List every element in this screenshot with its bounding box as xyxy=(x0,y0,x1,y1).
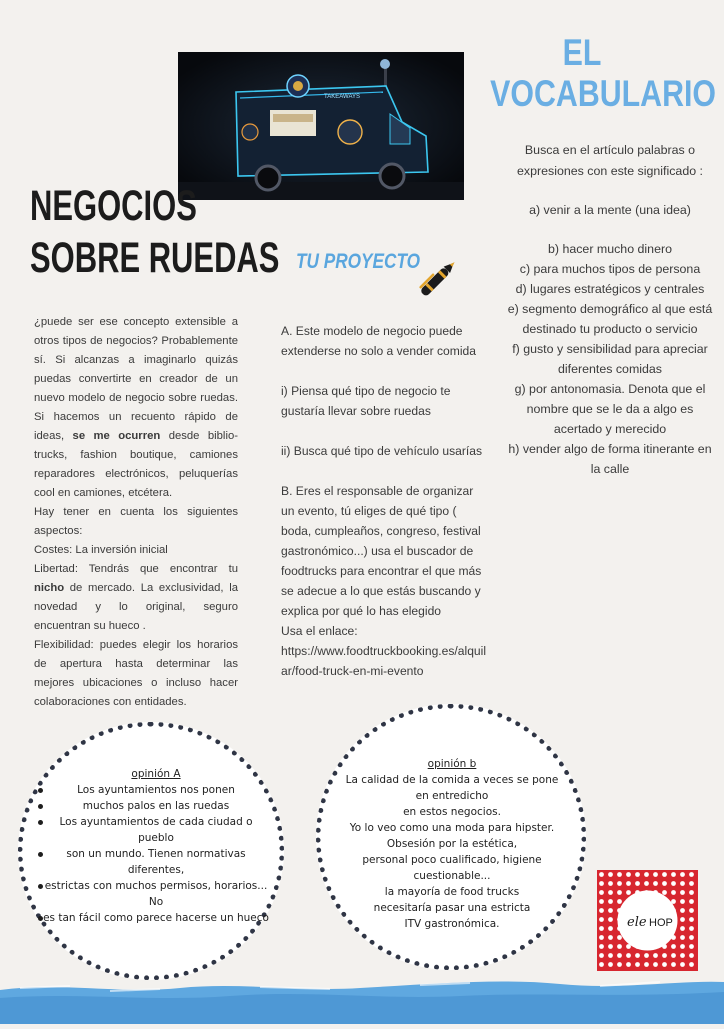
task-ii: ii) Busca qué tipo de vehículo usarías xyxy=(281,444,483,458)
article-paragraph: Libertad: Tendrás que encontrar tu nicho de mercado. La exclusividad, la novedad y lo original, seguro encuentran su hueco . xyxy=(34,563,238,632)
highlighted-expression: nicho xyxy=(34,582,65,594)
opinion-b-line: La calidad de la comida a veces se pone xyxy=(345,774,559,786)
opinion-b-line: Obsesión por la estética, xyxy=(386,838,518,850)
vocabulary-list xyxy=(502,200,718,479)
project-instructions xyxy=(281,321,487,681)
opinion-a xyxy=(40,766,272,926)
article-paragraph: Hay tener en cuenta los siguientes aspectos: xyxy=(34,506,238,537)
opinion-a-line: es tan fácil como parece hacerse un hueco xyxy=(40,910,272,926)
pen-icon xyxy=(412,252,464,304)
page-title: NEGOCIOS SOBRE RUEDAS xyxy=(30,182,280,282)
opinion-b-line: Yo lo veo como una moda para hipster. xyxy=(349,822,555,834)
logo-text-hop: HOP xyxy=(649,917,673,929)
opinion-a-line: Los ayuntamientos de cada ciudad o pueblo xyxy=(40,814,272,846)
task-i: i) Piensa qué tipo de negocio te gustaría llevar sobre ruedas xyxy=(281,384,451,418)
article-paragraph: Costes: La inversión inicial xyxy=(34,544,168,556)
link-label: Usa el enlace: xyxy=(281,624,358,638)
opinion-b-line: necesitaría pasar una estricta xyxy=(373,902,531,914)
logo-text-ele: ele xyxy=(627,915,647,930)
opinion-b-line: personal poco cualificado, higiene cuestionable... xyxy=(362,854,542,882)
vocabulary-item: d) lugares estratégicos y centrales xyxy=(515,282,705,296)
opinion-b-line: ITV gastronómica. xyxy=(404,918,500,930)
opinion-a-line: Los ayuntamientos nos ponen xyxy=(40,782,272,798)
article-paragraph: ¿puede ser ese concepto extensible a otros tipos de negocios? Probablemente sí. Si alcanzas a imaginarlo quizás puedas convertirte en creador de un nuevo modelo de negocio sobre ruedas. Si hacemos un recuento rápido de ideas, se me ocurren desde biblio- trucks, fashion boutique, camiones reparadores electrónicos, peluquerías cool en camiones, etcétera. xyxy=(34,316,238,499)
vocabulary-item: e) segmento demográfico al que está destinado tu producto o servicio xyxy=(507,302,713,336)
food-truck-photo xyxy=(178,52,464,200)
highlighted-expression: se me ocurren xyxy=(72,430,161,442)
elehop-logo xyxy=(597,870,698,971)
article-paragraph: Flexibilidad: puedes elegir los horarios de apertura hasta determinar las mejores ubicaciones o incluso hacer colaboraciones con entidades. xyxy=(34,639,238,708)
vocabulary-item: f) gusto y sensibilidad para apreciar diferentes comidas xyxy=(512,342,708,376)
opinion-b-title: opinión b xyxy=(427,758,477,770)
task-a: A. Este modelo de negocio puede extenderse no solo a vender comida xyxy=(281,324,476,358)
opinion-a-line: son un mundo. Tienen normativas diferentes, xyxy=(40,846,272,878)
opinion-a-title: opinión A xyxy=(131,768,181,780)
task-b: B. Eres el responsable de organizar un evento, tú eliges de qué tipo ( boda, cumpleaños, congreso, festival gastronómico...) usa el buscador de foodtrucks para encontrar el que más se adecue a lo que estás buscando y explica por qué lo has elegido xyxy=(281,484,482,618)
opinion-a-line: muchos palos en las ruedas xyxy=(40,798,272,814)
vocabulary-title: EL VOCABULARIO xyxy=(490,32,717,114)
opinion-b-line: en entredicho xyxy=(415,790,489,802)
opinion-b-line: la mayoría de food trucks xyxy=(384,886,520,898)
opinion-b-line: en estos negocios. xyxy=(403,806,501,818)
opinion-b xyxy=(330,756,574,932)
vocabulary-item: c) para muchos tipos de persona xyxy=(519,262,701,276)
bottom-wave xyxy=(0,968,724,1024)
opinion-a-line: estrictas con muchos permisos, horarios... No xyxy=(40,878,272,910)
vocabulary-intro: Busca en el artículo palabras o expresiones con este significado : xyxy=(517,143,703,178)
truck-sign: TAKEAWAYS xyxy=(324,94,361,100)
article-text xyxy=(34,313,238,712)
booking-link[interactable]: https://www.foodtruckbooking.es/alquilar/food-truck-en-mi-evento xyxy=(281,644,487,678)
vocabulary-item: b) hacer mucho dinero xyxy=(548,242,672,256)
vocabulary-item: a) venir a la mente (una idea) xyxy=(529,203,691,217)
vocabulary-item: h) vender algo de forma itinerante en la calle xyxy=(508,442,712,476)
project-title: TU PROYECTO xyxy=(296,250,421,273)
vocabulary-item: g) por antonomasia. Denota que el nombre que se le da a algo es acertado y merecido xyxy=(514,382,706,436)
